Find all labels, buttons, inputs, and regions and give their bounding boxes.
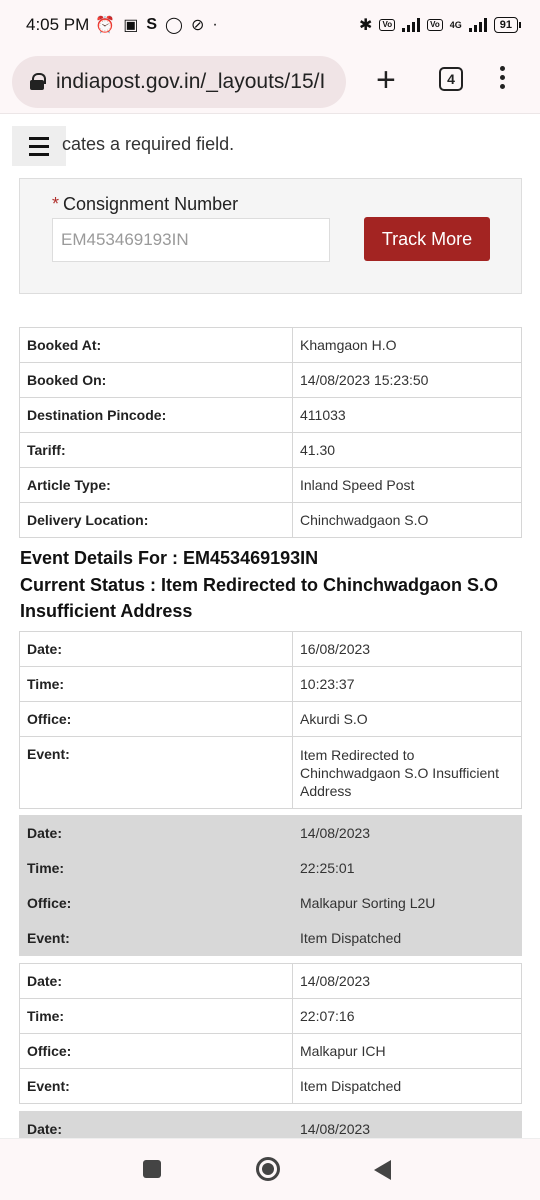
current-status-line: Current Status : Item Redirected to Chinchwadgaon S.O	[20, 574, 499, 595]
new-tab-icon[interactable]: +	[376, 61, 396, 99]
table-row	[20, 398, 522, 433]
nfc-icon: ▣	[123, 17, 139, 34]
consignment-label-text: Consignment Number	[63, 194, 239, 214]
table-row	[20, 1034, 522, 1069]
delivery-location-value: Chinchwadgaon S.O	[293, 503, 522, 538]
article-type-value: Inland Speed Post	[293, 468, 522, 503]
destination-pincode-value: 411033	[293, 398, 522, 433]
event-value: Item Dispatched	[293, 921, 522, 956]
table-row	[20, 816, 522, 851]
table-row	[20, 702, 522, 737]
status-bar	[0, 0, 540, 50]
notification-icons	[95, 15, 217, 35]
event-table	[19, 963, 522, 1104]
delivery-location-label: Delivery Location:	[20, 503, 293, 538]
lock-icon[interactable]	[30, 73, 44, 90]
signal-icon	[402, 18, 420, 32]
back-icon[interactable]	[374, 1160, 391, 1180]
event-table	[19, 631, 522, 809]
event-label: Event:	[20, 737, 293, 809]
date-value: 14/08/2023	[293, 1112, 522, 1147]
consignment-number-input[interactable]	[52, 218, 330, 262]
office-label: Office:	[20, 1034, 293, 1069]
recents-icon[interactable]	[143, 1160, 161, 1178]
required-field-note: cates a required field.	[62, 134, 235, 154]
time-value: 22:25:01	[293, 851, 522, 886]
time-value: 22:07:16	[293, 999, 522, 1034]
date-label: Date:	[20, 1112, 293, 1147]
table-row	[20, 667, 522, 702]
time-label: Time:	[20, 851, 293, 886]
network-type: 4G	[449, 20, 462, 30]
event-label: Event:	[20, 921, 293, 956]
destination-pincode-label: Destination Pincode:	[20, 398, 293, 433]
office-value: Akurdi S.O	[293, 702, 522, 737]
date-value: 14/08/2023	[293, 816, 522, 851]
table-row	[20, 363, 522, 398]
event-details-heading	[20, 545, 498, 625]
battery-icon: 91	[494, 17, 518, 33]
event-value: Item Redirected to Chinchwadgaon S.O Insufficient Address	[293, 737, 522, 809]
table-row	[20, 886, 522, 921]
s-app-icon: S	[146, 16, 158, 33]
table-row	[20, 433, 522, 468]
date-label: Date:	[20, 632, 293, 667]
system-nav-bar	[0, 1138, 540, 1200]
volte2-icon: Vo	[427, 19, 443, 31]
office-value: Malkapur ICH	[293, 1034, 522, 1069]
date-value: 14/08/2023	[293, 964, 522, 999]
event-details-title: Event Details For : EM453469193IN	[20, 548, 319, 568]
home-icon[interactable]	[256, 1157, 280, 1181]
blocked-icon: ⊘	[190, 17, 205, 34]
date-label: Date:	[20, 816, 293, 851]
dot-icon: ·	[212, 16, 218, 33]
office-label: Office:	[20, 886, 293, 921]
clock: 4:05 PM	[26, 15, 90, 34]
event-value: Item Dispatched	[293, 1069, 522, 1104]
tariff-value: 41.30	[293, 433, 522, 468]
event-label: Event:	[20, 1069, 293, 1104]
tariff-label: Tariff:	[20, 433, 293, 468]
browser-toolbar	[0, 50, 540, 114]
tracking-form	[19, 178, 522, 294]
bluetooth-icon: ✱	[359, 17, 373, 34]
date-value: 16/08/2023	[293, 632, 522, 667]
signal2-icon	[469, 18, 487, 32]
current-status-line-2: Insufficient Address	[20, 601, 193, 621]
url-text[interactable]: indiapost.gov.in/_layouts/15/I	[56, 69, 326, 93]
table-row	[20, 1069, 522, 1104]
table-row	[20, 851, 522, 886]
table-row	[20, 503, 522, 538]
required-asterisk: *	[52, 194, 60, 214]
office-label: Office:	[20, 702, 293, 737]
office-value: Malkapur Sorting L2U	[293, 886, 522, 921]
date-label: Date:	[20, 964, 293, 999]
table-row	[20, 921, 522, 956]
address-bar[interactable]	[12, 56, 346, 108]
time-label: Time:	[20, 999, 293, 1034]
table-row	[20, 999, 522, 1034]
table-row	[20, 964, 522, 999]
time-label: Time:	[20, 667, 293, 702]
booked-on-label: Booked On:	[20, 363, 293, 398]
circle-app-icon: ◯	[165, 17, 183, 34]
booking-details-table	[19, 327, 522, 538]
alarm-off-icon: ⏰	[95, 17, 116, 34]
time-value: 10:23:37	[293, 667, 522, 702]
more-menu-icon[interactable]	[500, 66, 506, 89]
table-row	[20, 737, 522, 809]
table-row	[20, 328, 522, 363]
table-row	[20, 468, 522, 503]
event-table	[19, 815, 522, 956]
tab-switcher-button[interactable]: 4	[439, 67, 463, 91]
table-row	[20, 632, 522, 667]
menu-icon[interactable]	[12, 126, 66, 166]
article-type-label: Article Type:	[20, 468, 293, 503]
volte-icon: Vo	[379, 19, 395, 31]
booked-at-label: Booked At:	[20, 328, 293, 363]
track-more-button[interactable]: Track More	[364, 217, 490, 261]
booked-on-value: 14/08/2023 15:23:50	[293, 363, 522, 398]
booked-at-value: Khamgaon H.O	[293, 328, 522, 363]
consignment-label	[52, 194, 238, 215]
